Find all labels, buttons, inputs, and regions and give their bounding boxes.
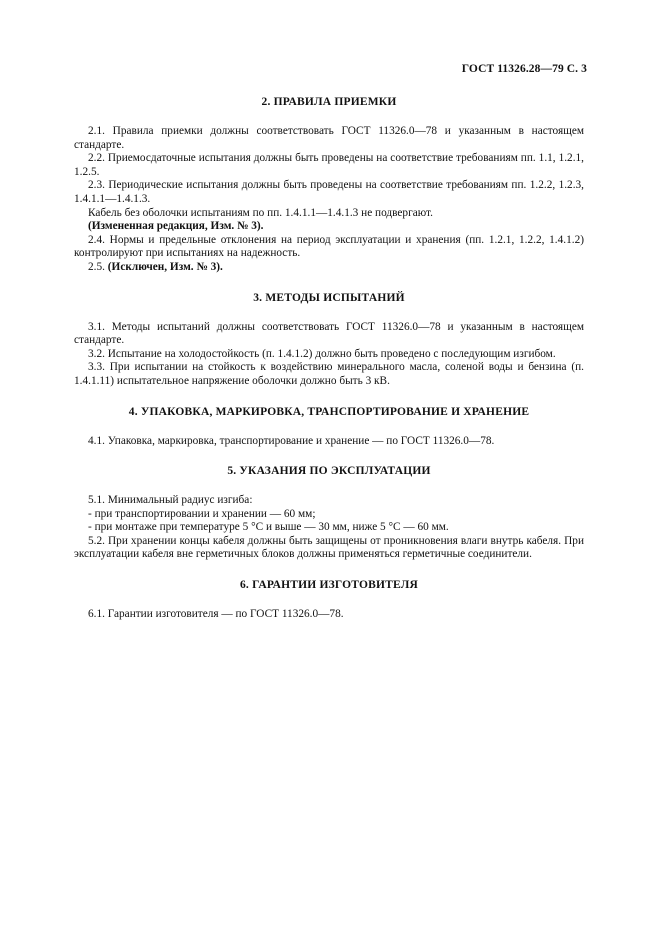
paragraph-3-3: 3.3. При испытании на стойкость к воздействию минерального масла, соленой воды и бензина (п. 1.4.1.11) испытательное напряжение оболочки должно быть 3 кВ. — [74, 361, 584, 387]
paragraph-2-5 — [74, 261, 584, 275]
section-heading-test-methods: 3. МЕТОДЫ ИСПЫТАНИЙ — [253, 291, 405, 304]
paragraph-2-2: 2.2. Приемосдаточные испытания должны быть проведены на соответствие требованиям пп. 1.1, 1.2.1, 1.2.5. — [74, 152, 584, 178]
paragraph-5-2: 5.2. При хранении концы кабеля должны быть защищены от проникновения влаги внутрь кабеля. При эксплуатации кабеля вне герметичных блоков должны применяться герметичные соединители. — [74, 534, 584, 561]
paragraph-2-5-excluded: (Исключен, Изм. № 3). — [107, 260, 223, 273]
page-header: ГОСТ 11326.28—79 С. 3 — [461, 63, 587, 75]
paragraph-5-1: 5.1. Минимальный радиус изгиба: — [88, 494, 253, 507]
revision-note: (Измененная редакция, Изм. № 3). — [88, 220, 264, 233]
paragraph-3-2: 3.2. Испытание на холодостойкость (п. 1.4.1.2) должно быть проведено с последующим изгибом. — [88, 347, 556, 360]
list-item-transport: - при транспортировании и хранении — 60 мм; — [88, 507, 316, 520]
section-heading-operation: 5. УКАЗАНИЯ ПО ЭКСПЛУАТАЦИИ — [227, 465, 431, 478]
document-body — [74, 95, 584, 622]
section-heading-packaging: 4. УПАКОВКА, МАРКИРОВКА, ТРАНСПОРТИРОВАНИЕ И ХРАНЕНИЕ — [128, 405, 530, 418]
paragraph-2-5-number: 2.5. — [88, 260, 108, 273]
paragraph-6-1: 6.1. Гарантии изготовителя — по ГОСТ 11326.0—78. — [88, 608, 344, 621]
section-heading-acceptance: 2. ПРАВИЛА ПРИЕМКИ — [261, 96, 397, 108]
section-heading-warranty: 6. ГАРАНТИИ ИЗГОТОВИТЕЛЯ — [239, 579, 419, 592]
paragraph-2-3: 2.3. Периодические испытания должны быть проведены на соответствие требованиям пп. 1.2.2, 1.2.3, 1.4.1.1—1.4.1.3. — [74, 179, 584, 205]
paragraph-4-1: 4.1. Упаковка, маркировка, транспортирование и хранение — по ГОСТ 11326.0—78. — [88, 434, 495, 447]
list-item-mounting: - при монтаже при температуре 5 °С и выше — 30 мм, ниже 5 °С — 60 мм. — [88, 521, 449, 534]
paragraph-2-1: 2.1. Правила приемки должны соответствовать ГОСТ 11326.0—78 и указанным в настоящем стандарте. — [74, 125, 584, 151]
paragraph-2-4: 2.4. Нормы и предельные отклонения на период эксплуатации и хранения (пп. 1.2.1, 1.2.2, 1.4.1.2) контролируют при испытаниях на надежность. — [74, 233, 584, 260]
paragraph-3-1: 3.1. Методы испытаний должны соответствовать ГОСТ 11326.0—78 и указанным в настоящем стандарте. — [74, 320, 584, 347]
paragraph-2-3-note: Кабель без оболочки испытаниям по пп. 1.4.1.1—1.4.1.3 не подвергают. — [88, 206, 433, 219]
